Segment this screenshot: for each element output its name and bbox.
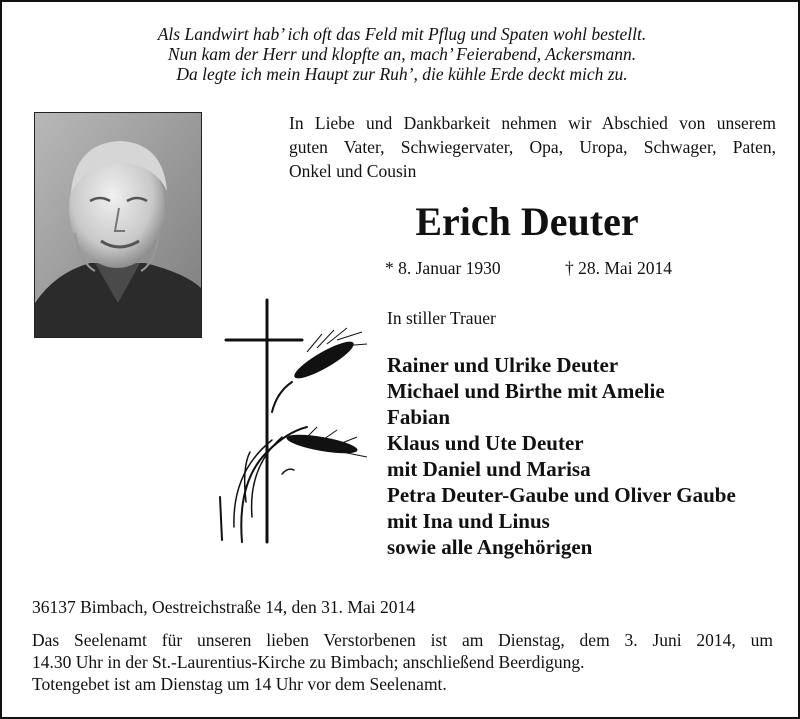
- deceased-name: Erich Deuter: [415, 199, 639, 244]
- mourner-line: sowie alle Angehörigen: [387, 535, 593, 559]
- poem-line: Da legte ich mein Haupt zur Ruh’, die kühle Erde deckt mich zu.: [176, 64, 628, 84]
- mourner-line: mit Ina und Linus: [387, 509, 550, 533]
- notice-line: Totengebet ist am Dienstag um 14 Uhr vor dem Seelenamt.: [32, 674, 447, 694]
- address-line: 36137 Bimbach, Oestreichstraße 14, den 31. Mai 2014: [32, 597, 415, 617]
- mourning-heading: In stiller Trauer: [387, 308, 496, 328]
- intro-text: [289, 111, 776, 183]
- intro-line: Onkel und Cousin: [289, 161, 417, 181]
- portrait-photo: [34, 112, 202, 338]
- notice-line: Das Seelenamt für unseren lieben Verstorbenen ist am Dienstag, dem 3. Juni 2014, um: [32, 630, 773, 650]
- birth-date: * 8. Januar 1930: [385, 258, 501, 278]
- mourners-list: [387, 352, 736, 560]
- notice-line: 14.30 Uhr in der St.-Laurentius-Kirche zu Bimbach; anschließend Beerdigung.: [32, 652, 585, 672]
- mourner-line: Michael und Birthe mit Amelie: [387, 379, 665, 403]
- intro-line: In Liebe und Dankbarkeit nehmen wir Abschied von unserem: [289, 113, 776, 133]
- service-notice: [32, 629, 773, 695]
- mourner-line: Fabian: [387, 405, 451, 429]
- mourner-line: mit Daniel und Marisa: [387, 457, 591, 481]
- poem-line: Als Landwirt hab’ ich oft das Feld mit Pflug und Spaten wohl bestellt.: [157, 24, 647, 44]
- poem-line: Nun kam der Herr und klopfte an, mach’ Feierabend, Ackersmann.: [167, 44, 637, 64]
- death-date: † 28. Mai 2014: [565, 258, 672, 278]
- mourner-line: Klaus und Ute Deuter: [387, 431, 584, 455]
- cross-with-wheat-icon: [212, 292, 372, 547]
- intro-line: guten Vater, Schwiegervater, Opa, Uropa, Schwager, Paten,: [289, 137, 776, 157]
- poem: [2, 24, 800, 84]
- mourner-line: Petra Deuter-Gaube und Oliver Gaube: [387, 483, 736, 507]
- mourner-line: Rainer und Ulrike Deuter: [387, 353, 619, 377]
